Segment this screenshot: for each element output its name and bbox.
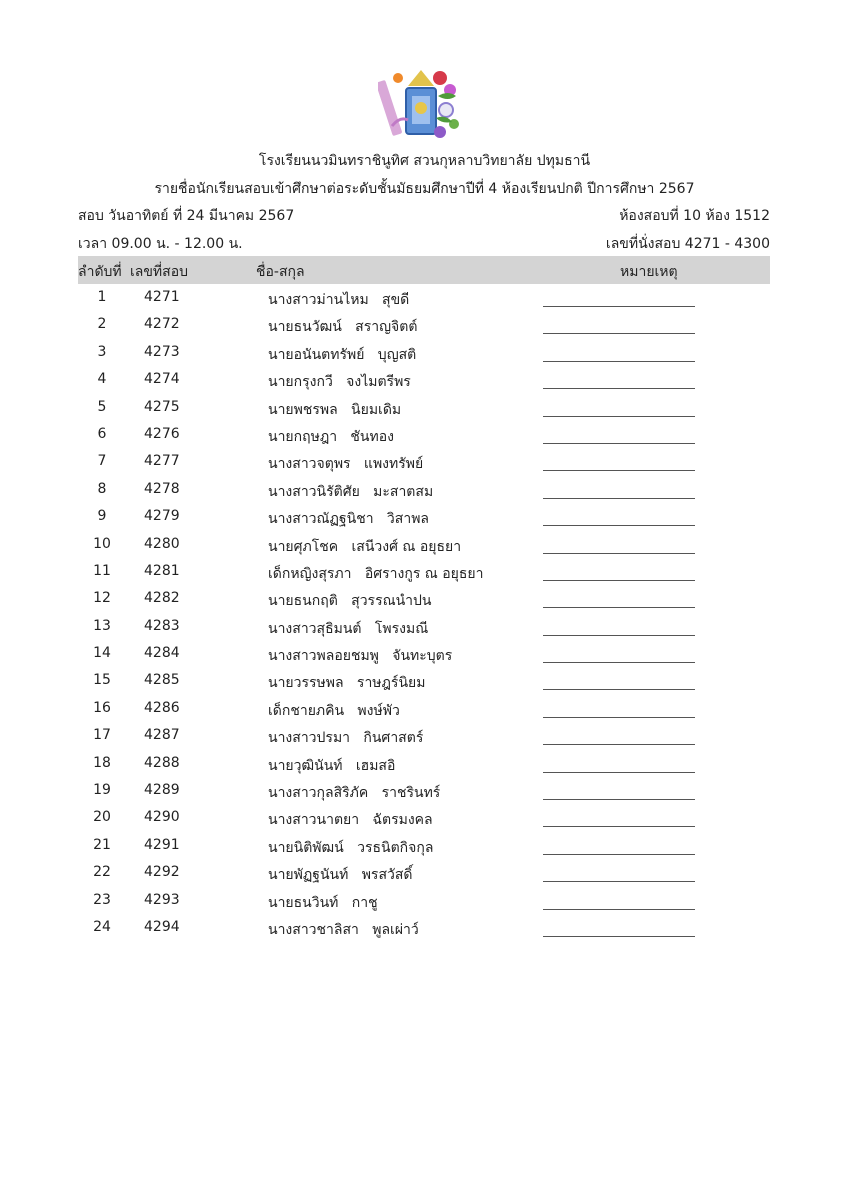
row-name: นายธนวัฒน์ สราญจิตต์ xyxy=(268,319,418,336)
note-line xyxy=(543,388,695,389)
row-name: นายพัฏฐนันท์ พรสวัสดิ์ xyxy=(268,867,413,884)
row-name: นางสาวนาตยา ฉัตรมงคล xyxy=(268,812,433,829)
row-no: 5 xyxy=(97,398,107,415)
note-line xyxy=(543,936,695,937)
row-name: นางสาวม่านไหม สุขดี xyxy=(268,292,410,308)
row-exam-id: 4289 xyxy=(144,782,180,799)
row-exam-id: 4287 xyxy=(144,727,180,744)
row-exam-id: 4272 xyxy=(144,316,180,333)
row-exam-id: 4280 xyxy=(144,535,180,552)
row-exam-id: 4277 xyxy=(144,453,180,470)
table-row xyxy=(78,752,770,779)
note-line xyxy=(543,909,695,910)
row-exam-id: 4284 xyxy=(144,645,180,662)
school-emblem-icon xyxy=(378,66,466,146)
row-no: 13 xyxy=(93,617,111,634)
row-name: นางสาวนิรัติศัย มะสาตสม xyxy=(268,483,434,500)
row-no: 7 xyxy=(97,453,107,470)
row-no: 9 xyxy=(97,508,107,525)
table-row xyxy=(78,450,770,477)
row-name: นางสาวสุธิมนต์ โพรงมณี xyxy=(268,620,429,637)
row-name: นางสาวณัฏฐนิชา วิสาพล xyxy=(268,511,430,528)
row-no: 22 xyxy=(93,864,111,881)
note-line xyxy=(543,333,695,334)
table-row xyxy=(78,806,770,833)
table-row xyxy=(78,697,770,724)
table-row xyxy=(78,505,770,532)
seat-range: เลขที่นั่งสอบ 4271 - 4300 xyxy=(605,236,770,252)
row-no: 4 xyxy=(97,371,107,388)
note-line xyxy=(543,553,695,554)
row-no: 2 xyxy=(97,316,107,333)
row-exam-id: 4282 xyxy=(144,590,180,607)
row-no: 24 xyxy=(93,918,111,935)
note-line xyxy=(543,470,695,471)
note-line xyxy=(543,361,695,362)
note-line xyxy=(543,717,695,718)
table-row xyxy=(78,533,770,560)
row-exam-id: 4286 xyxy=(144,699,180,716)
table-row xyxy=(78,724,770,751)
table-row xyxy=(78,313,770,340)
table-row xyxy=(78,861,770,888)
row-no: 20 xyxy=(93,809,111,826)
row-no: 3 xyxy=(97,343,107,360)
row-no: 6 xyxy=(97,425,107,442)
student-list xyxy=(78,286,770,943)
row-exam-id: 4288 xyxy=(144,754,180,771)
column-header-note: หมายเหตุ xyxy=(620,264,678,280)
note-line xyxy=(543,635,695,636)
column-header-no: ลำดับที่ xyxy=(78,264,122,280)
column-header-id: เลขที่สอบ xyxy=(130,264,189,280)
note-line xyxy=(543,881,695,882)
table-header xyxy=(78,256,770,284)
row-exam-id: 4274 xyxy=(144,371,180,388)
table-row xyxy=(78,478,770,505)
row-exam-id: 4276 xyxy=(144,425,180,442)
row-name: นายอนันตทรัพย์ บุญสติ xyxy=(268,346,417,363)
note-line xyxy=(543,854,695,855)
table-row xyxy=(78,560,770,587)
note-line xyxy=(543,443,695,444)
note-line xyxy=(543,662,695,663)
row-exam-id: 4281 xyxy=(144,562,180,579)
note-line xyxy=(543,772,695,773)
table-row xyxy=(78,642,770,669)
row-no: 17 xyxy=(93,727,111,744)
row-name: เด็กชายภคิน พงษ์พัว xyxy=(268,702,400,719)
row-exam-id: 4273 xyxy=(144,343,180,360)
row-name: เด็กหญิงสุรภา อิศรางกูร ณ อยุธยา xyxy=(268,565,484,582)
row-name: นายพชรพล นิยมเดิม xyxy=(268,401,402,418)
row-name: นางสาวกุลสิริภัค ราชรินทร์ xyxy=(268,785,441,802)
document-subtitle: รายชื่อนักเรียนสอบเข้าศึกษาต่อระดับชั้นมัธยมศึกษาปีที่ 4 ห้องเรียนปกติ ปีการศึกษา 2567 xyxy=(154,181,695,197)
row-name: นายกรุงกวี จงไมตรีพร xyxy=(268,374,411,391)
table-row xyxy=(78,916,770,943)
note-line xyxy=(543,498,695,499)
school-name: โรงเรียนนวมินทราชินูทิศ สวนกุหลาบวิทยาลัย ปทุมธานี xyxy=(258,153,591,169)
row-no: 11 xyxy=(93,562,111,579)
table-row xyxy=(78,615,770,642)
note-line xyxy=(543,525,695,526)
row-no: 23 xyxy=(93,891,111,908)
note-line xyxy=(543,416,695,417)
table-row xyxy=(78,669,770,696)
row-exam-id: 4292 xyxy=(144,864,180,881)
row-no: 19 xyxy=(93,782,111,799)
row-no: 8 xyxy=(97,480,107,497)
row-no: 16 xyxy=(93,699,111,716)
row-name: นายกฤษฎา ชันทอง xyxy=(268,428,394,445)
note-line xyxy=(543,826,695,827)
table-row xyxy=(78,396,770,423)
row-name: นายธนกฤติ สุวรรณนำปน xyxy=(268,593,432,610)
row-exam-id: 4278 xyxy=(144,480,180,497)
row-no: 21 xyxy=(93,836,111,853)
table-row xyxy=(78,779,770,806)
table-row xyxy=(78,368,770,395)
row-no: 18 xyxy=(93,754,111,771)
row-no: 1 xyxy=(97,289,107,305)
table-row xyxy=(78,423,770,450)
column-header-name: ชื่อ-สกุล xyxy=(256,264,305,280)
table-row xyxy=(78,889,770,916)
row-name: นางสาวชาลิสา พูลเผ่าว์ xyxy=(268,921,419,938)
row-exam-id: 4275 xyxy=(144,398,180,415)
row-name: นายวรรษพล ราษฎร์นิยม xyxy=(268,675,426,692)
row-no: 10 xyxy=(93,535,111,552)
row-exam-id: 4291 xyxy=(144,836,180,853)
row-name: นางสาวปรมา กินศาสตร์ xyxy=(268,730,424,747)
row-no: 14 xyxy=(93,645,111,662)
row-name: นายวุฒินันท์ เฮมสอิ xyxy=(268,757,396,774)
row-name: นางสาวพลอยชมพู จันทะบุตร xyxy=(268,648,453,665)
row-name: นางสาวจตุพร แพงทรัพย์ xyxy=(268,456,424,473)
row-name: นายนิติพัฒน์ วรธนิตกิจกุล xyxy=(268,839,434,856)
row-exam-id: 4293 xyxy=(144,891,180,908)
row-exam-id: 4283 xyxy=(144,617,180,634)
row-exam-id: 4290 xyxy=(144,809,180,826)
note-line xyxy=(543,306,695,307)
row-exam-id: 4294 xyxy=(144,918,180,935)
note-line xyxy=(543,744,695,745)
table-row xyxy=(78,587,770,614)
table-row xyxy=(78,834,770,861)
row-exam-id: 4271 xyxy=(144,289,180,305)
exam-date: สอบ วันอาทิตย์ ที่ 24 มีนาคม 2567 xyxy=(78,208,295,224)
row-exam-id: 4285 xyxy=(144,672,180,689)
table-row xyxy=(78,341,770,368)
note-line xyxy=(543,607,695,608)
note-line xyxy=(543,689,695,690)
table-row xyxy=(78,286,770,313)
row-no: 12 xyxy=(93,590,111,607)
row-exam-id: 4279 xyxy=(144,508,180,525)
row-name: นายศุภโชค เสนีวงศ์ ณ อยุธยา xyxy=(268,538,462,555)
exam-time: เวลา 09.00 น. - 12.00 น. xyxy=(78,236,243,252)
exam-room: ห้องสอบที่ 10 ห้อง 1512 xyxy=(619,208,770,224)
row-no: 15 xyxy=(93,672,111,689)
row-name: นายธนวินท์ กาชู xyxy=(268,894,378,911)
note-line xyxy=(543,580,695,581)
note-line xyxy=(543,799,695,800)
